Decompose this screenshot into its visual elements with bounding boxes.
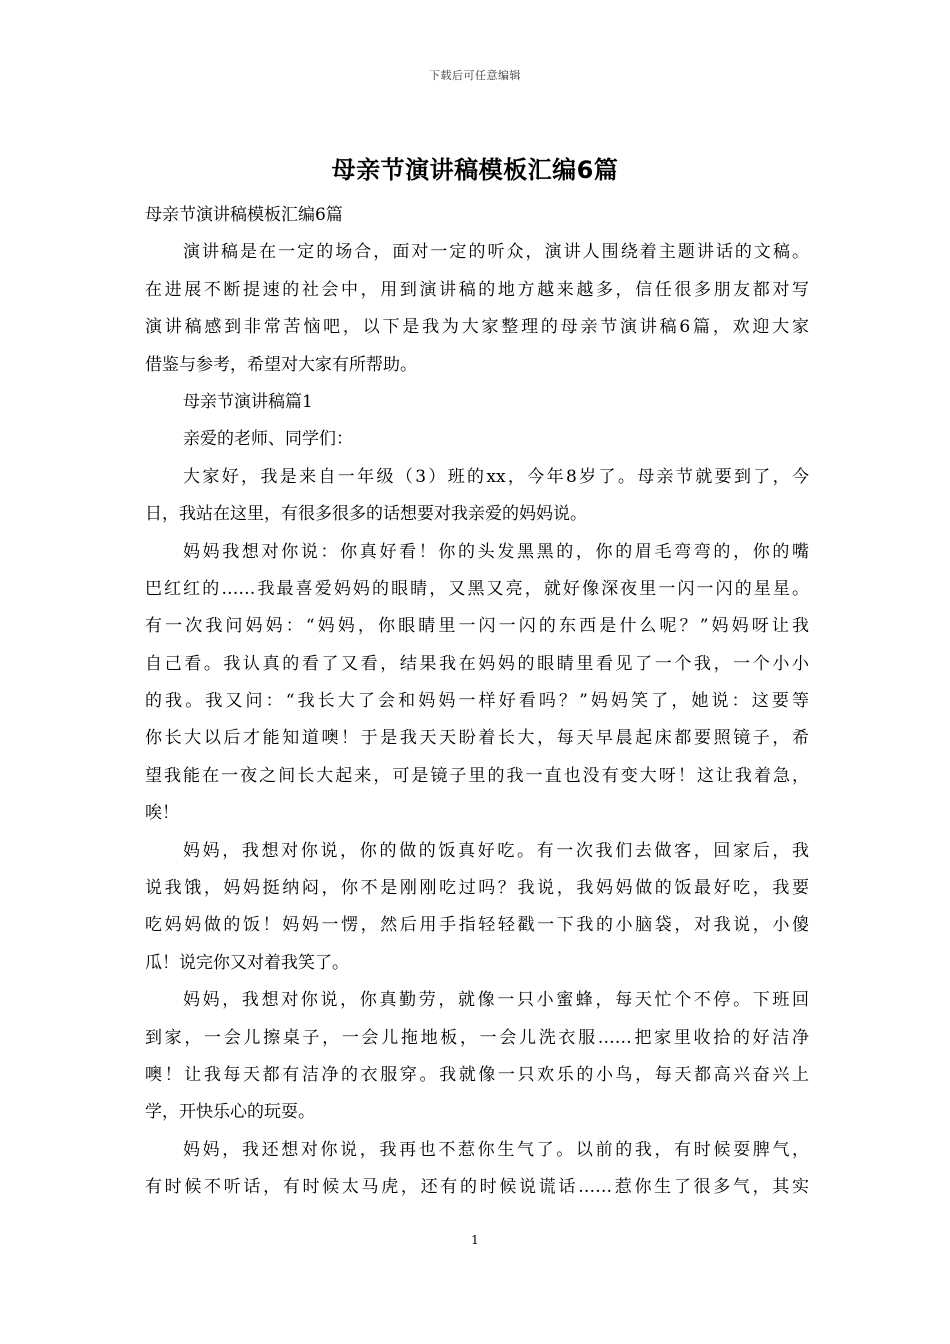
page-header: 下载后可任意编辑 [429,69,521,82]
text-line: 有时候不听话，有时候太马虎，还有的时候说谎话……惹你生了很多气，其实 [145,1177,809,1198]
text-line: 在进展不断提速的社会中，用到演讲稿的地方越来越多，信任很多朋友都对写 [145,279,809,300]
text-line: 到家，一会儿擦桌子，一会儿拖地板，一会儿洗衣服……把家里收拾的好洁净 [145,1027,809,1048]
text-line: 吃妈妈做的饭！妈妈一愣，然后用手指轻轻戳一下我的小脑袋，对我说，小傻 [145,915,809,936]
text-line: 望我能在一夜之间长大起来，可是镜子里的我一直也没有变大呀！这让我着急， [145,765,809,786]
text-line: 妈妈，我想对你说，你真勤劳，就像一只小蜜蜂，每天忙个不停。下班回 [183,990,809,1011]
text-line: 说我饿，妈妈挺纳闷，你不是刚刚吃过吗？我说，我妈妈做的饭最好吃，我要 [145,878,809,899]
text-line: 唉！ [145,803,179,824]
text-line: 学，开快乐心的玩耍。 [145,1102,315,1123]
text-line: 有一次我问妈妈：“妈妈，你眼睛里一闪一闪的东西是什么呢？”妈妈呀让我 [145,616,809,637]
text-line: 的我。我又问：“我长大了会和妈妈一样好看吗？”妈妈笑了，她说：这要等 [145,691,809,712]
document-body [145,197,809,1207]
text-line: 瓜！说完你又对着我笑了。 [145,952,349,973]
salutation-line: 亲爱的老师、同学们： [183,429,353,450]
page-number: 1 [471,1233,479,1247]
text-line: 自己看。我认真的看了又看，结果我在妈妈的眼睛里看见了一个我，一个小小 [145,653,809,674]
text-line: 日，我站在这里，有很多很多的话想要对我亲爱的妈妈说。 [145,504,587,525]
text-line: 大家好，我是来自一年级（3）班的xx，今年8岁了。母亲节就要到了，今 [183,466,809,487]
text-line: 你长大以后才能知道噢！于是我天天盼着长大，每天早晨起床都要照镜子，希 [145,728,809,749]
text-line: 妈妈，我还想对你说，我再也不惹你生气了。以前的我，有时候耍脾气， [183,1139,809,1160]
text-line: 借鉴与参考，希望对大家有所帮助。 [145,354,417,375]
text-line: 噢！让我每天都有洁净的衣服穿。我就像一只欢乐的小鸟，每天都高兴奋兴上 [145,1064,809,1085]
text-line: 巴红红的……我最喜爱妈妈的眼睛，又黑又亮，就好像深夜里一闪一闪的星星。 [145,578,809,599]
document-title: 母亲节演讲稿模板汇编6篇 [331,156,619,184]
text-line: 妈妈，我想对你说，你的做的饭真好吃。有一次我们去做客，回家后，我 [183,840,809,861]
text-line: 妈妈我想对你说：你真好看！你的头发黑黑的，你的眉毛弯弯的，你的嘴 [183,541,809,562]
subtitle-line: 母亲节演讲稿模板汇编6篇 [145,205,343,225]
section-heading: 母亲节演讲稿篇1 [183,391,313,412]
text-line: 演讲稿感到非常苦恼吧，以下是我为大家整理的母亲节演讲稿6篇，欢迎大家 [145,317,809,338]
text-line: 演讲稿是在一定的场合，面对一定的听众，演讲人围绕着主题讲话的文稿。 [183,242,809,263]
